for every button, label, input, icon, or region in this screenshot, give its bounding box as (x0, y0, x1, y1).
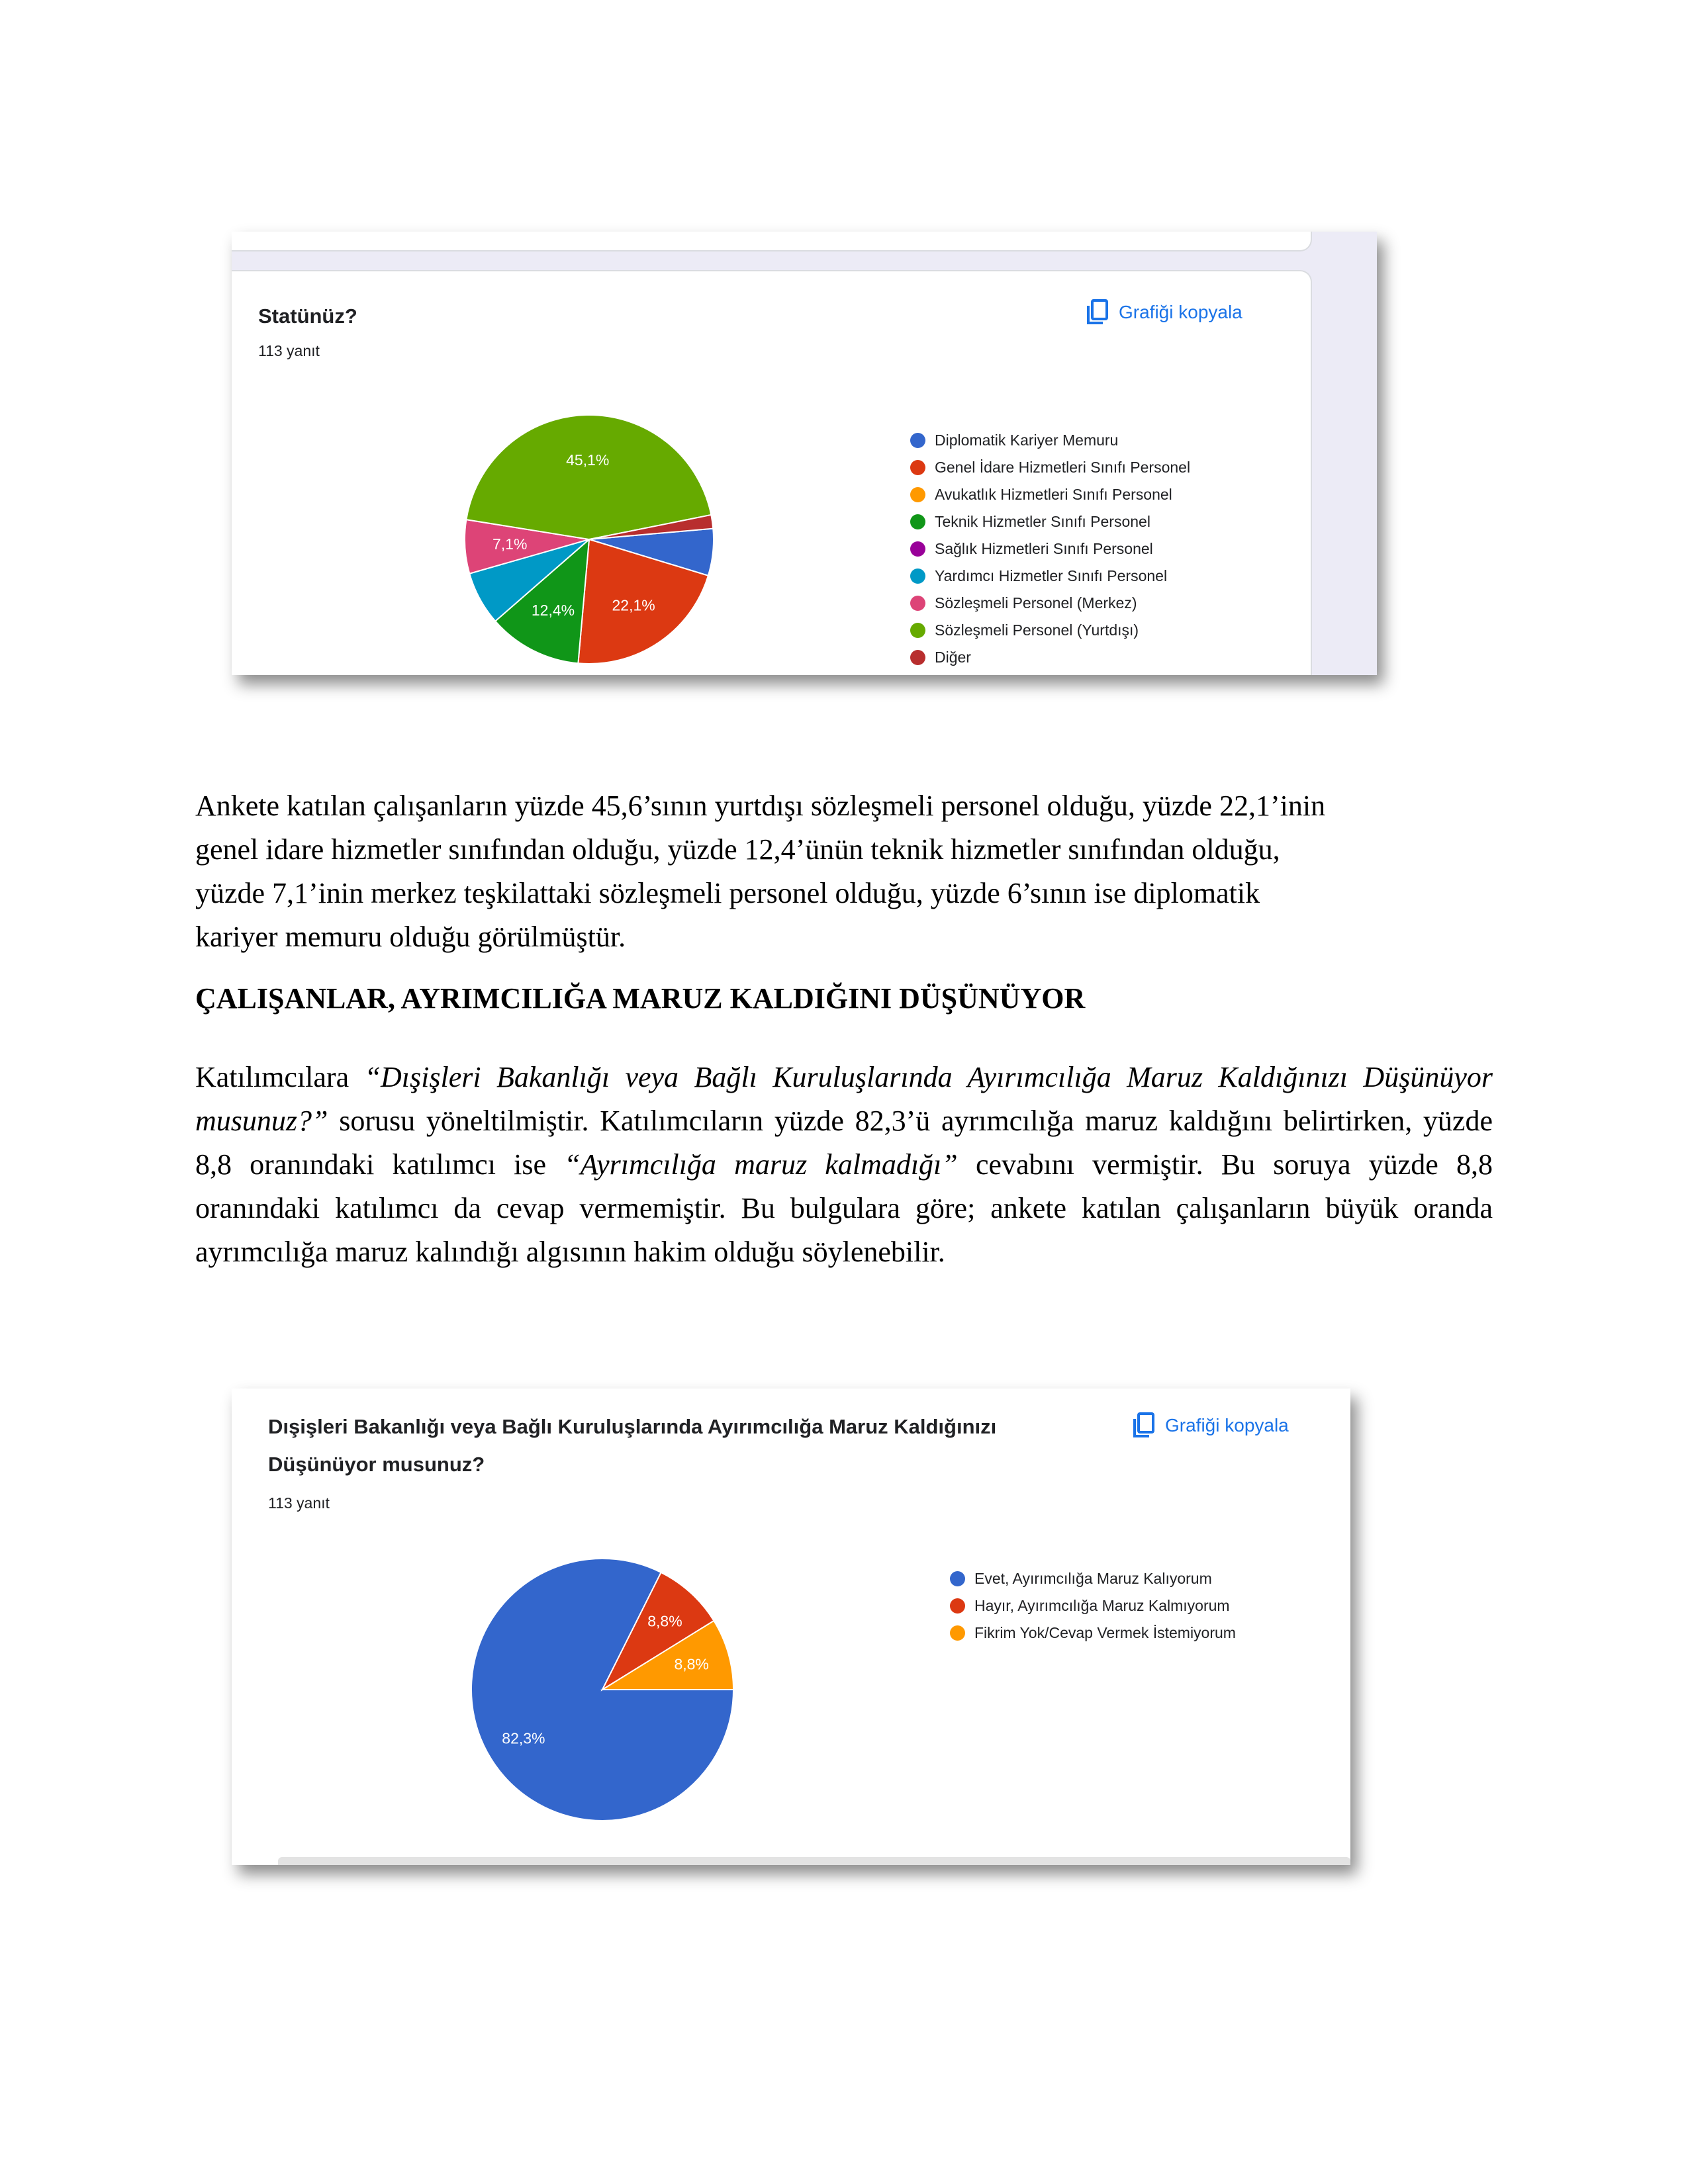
chart1-title: Statünüz? (258, 304, 357, 328)
chart2-title-line2: Düşünüyor musunuz? (268, 1453, 485, 1476)
chart2-pie (470, 1547, 761, 1832)
chart2-legend (950, 1565, 1236, 1647)
chart1-response-count: 113 yanıt (258, 342, 320, 359)
paragraph-2-text: Katılımcılara (195, 1061, 365, 1093)
paragraph-1-line: kariyer memuru olduğu görülmüştür. (195, 921, 626, 953)
paragraph-1-line: yüzde 7,1’inin merkez teşkilattaki sözleşmeli personel olduğu, yüzde 6’sının ise diplomatik (195, 877, 1260, 909)
legend-swatch-icon (910, 487, 925, 502)
chart1-legend-item[interactable] (910, 644, 1190, 671)
paragraph-2-question: “Dışişleri Bakanlığı veya Bağlı Kuruluşlarında Ayırımcılığa Maruz Kaldığınızı Düşünüyor musunuz?” (195, 1061, 1493, 1137)
chart1-legend-item[interactable] (910, 427, 1190, 454)
chart1-legend-item[interactable] (910, 590, 1190, 617)
chart1-data-label: 7,1% (492, 535, 528, 553)
chart2-copy-button[interactable] (1132, 1412, 1289, 1439)
legend-swatch-icon (910, 541, 925, 557)
legend-swatch-icon (910, 514, 925, 529)
chart1-slice-s-zle-meli-personel-yurtd[interactable] (466, 415, 711, 539)
chart1-legend-item[interactable] (910, 481, 1190, 508)
legend-label: Evet, Ayırımcılığa Maruz Kalıyorum (974, 1570, 1212, 1587)
chart1-legend-item[interactable] (910, 454, 1190, 481)
paragraph-2-text: sorusu yöneltilmiştir. Katılımcıların yüzde 82,3’ü ayrımcılığa maruz kaldığını belirtirken, yüzde 8,8 oranındaki katılımcı ise (195, 1105, 1493, 1181)
chart2-legend-item[interactable] (950, 1565, 1236, 1592)
legend-swatch-icon (910, 623, 925, 638)
legend-swatch-icon (910, 433, 925, 448)
chart2-copy-label: Grafiği kopyala (1165, 1415, 1289, 1435)
paragraph-2 (195, 1056, 1493, 1274)
legend-label: Teknik Hizmetler Sınıfı Personel (935, 513, 1150, 530)
legend-label: Hayır, Ayırımcılığa Maruz Kalmıyorum (974, 1597, 1230, 1614)
chart1-screenshot (232, 232, 1377, 675)
paragraph-1-line: genel idare hizmetler sınıfından olduğu, yüzde 12,4’ünün teknik hizmetler sınıfından olduğu, (195, 833, 1280, 866)
chart2-legend-item[interactable] (950, 1592, 1236, 1619)
chart1-legend-item[interactable] (910, 563, 1190, 590)
paragraph-1 (195, 784, 1493, 959)
legend-label: Sözleşmeli Personel (Merkez) (935, 594, 1137, 612)
legend-label: Sözleşmeli Personel (Yurtdışı) (935, 621, 1139, 639)
legend-swatch-icon (950, 1571, 965, 1586)
chart2-response-count: 113 yanıt (268, 1494, 330, 1512)
legend-swatch-icon (950, 1598, 965, 1614)
previous-card-edge (232, 232, 1312, 251)
legend-label: Yardımcı Hizmetler Sınıfı Personel (935, 567, 1168, 584)
chart2-data-label: 8,8% (674, 1655, 709, 1673)
chart1-copy-button[interactable] (1086, 299, 1243, 326)
legend-swatch-icon (910, 569, 925, 584)
chart1-legend-item[interactable] (910, 535, 1190, 563)
chart1-copy-label: Grafiği kopyala (1119, 302, 1243, 322)
legend-label: Diplomatik Kariyer Memuru (935, 432, 1119, 449)
chart1-data-label: 22,1% (612, 596, 655, 614)
chart1-data-label: 12,4% (531, 601, 575, 619)
chart1-legend-item[interactable] (910, 617, 1190, 644)
copy-icon (1086, 299, 1109, 326)
legend-swatch-icon (910, 596, 925, 611)
horizontal-scrollbar[interactable] (278, 1857, 1350, 1865)
section-heading: ÇALIŞANLAR, AYRIMCILIĞA MARUZ KALDIĞINI DÜŞÜNÜYOR (195, 982, 1086, 1015)
copy-icon (1132, 1412, 1156, 1439)
chart2-data-label: 8,8% (647, 1612, 682, 1630)
legend-swatch-icon (910, 460, 925, 475)
chart2-title-line1: Dışişleri Bakanlığı veya Bağlı Kuruluşlarında Ayırımcılığa Maruz Kaldığınızı (268, 1415, 997, 1438)
chart1-legend (910, 427, 1190, 671)
chart2-data-label: 82,3% (502, 1729, 545, 1747)
legend-swatch-icon (910, 650, 925, 665)
chart1-pie (463, 404, 741, 675)
paragraph-1-line: Ankete katılan çalışanların yüzde 45,6’sının yurtdışı sözleşmeli personel olduğu, yüzde 22,1’inin (195, 790, 1326, 822)
legend-label: Fikrim Yok/Cevap Vermek İstemiyorum (974, 1624, 1236, 1641)
chart2-screenshot (232, 1388, 1350, 1865)
chart2-legend-item[interactable] (950, 1619, 1236, 1647)
legend-swatch-icon (950, 1625, 965, 1641)
legend-label: Avukatlık Hizmetleri Sınıfı Personel (935, 486, 1172, 503)
legend-label: Sağlık Hizmetleri Sınıfı Personel (935, 540, 1153, 557)
chart1-legend-item[interactable] (910, 508, 1190, 535)
paragraph-2-text: cevabını vermiştir. Bu soruya yüzde 8,8 oranındaki katılımcı da cevap vermemiştir. Bu bulgulara göre; ankete katılan çalışanların büyük oranda ayrımcılığa maruz kalındığı algısının hakim olduğu söylenebilir. (195, 1148, 1493, 1268)
legend-label: Genel İdare Hizmetleri Sınıfı Personel (935, 459, 1191, 476)
chart1-data-label: 45,1% (566, 451, 610, 469)
paragraph-2-quote: “Ayrımcılığa maruz kalmadığı” (564, 1148, 958, 1181)
legend-label: Diğer (935, 649, 971, 666)
chart1-card (232, 270, 1312, 675)
